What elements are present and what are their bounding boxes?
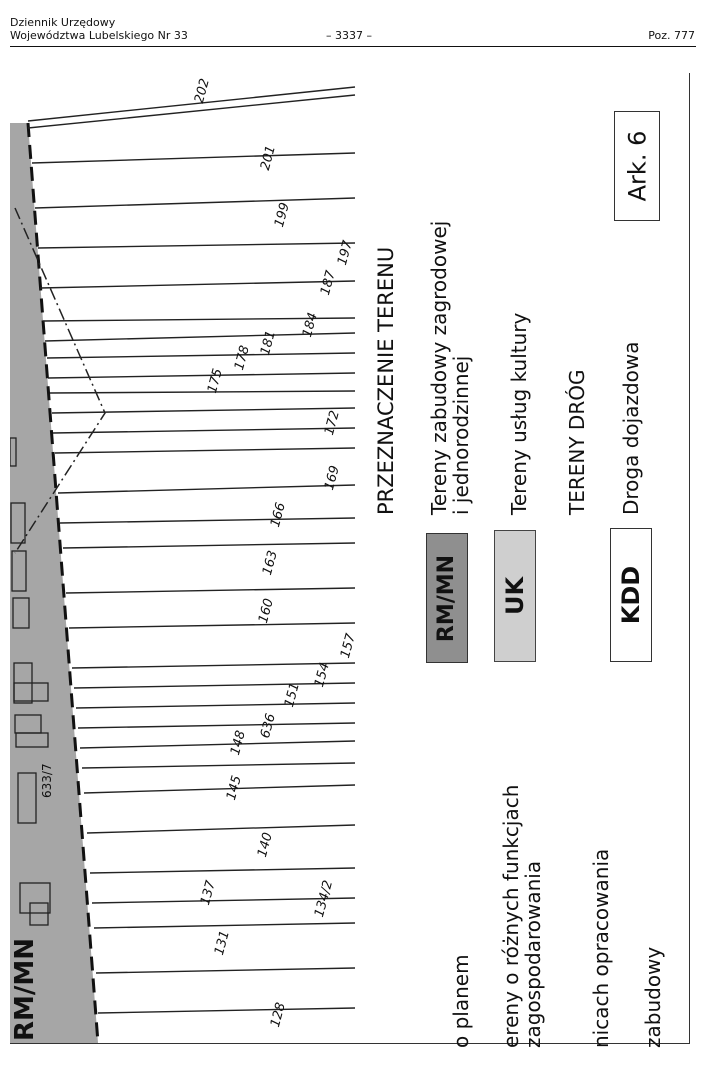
parcel-label: 140 [255, 831, 276, 859]
parcel-label: 202 [192, 77, 213, 105]
legend-uk-code: UK [501, 576, 529, 616]
sheet-number-box [614, 111, 660, 221]
legend-partial-item4: zabudowy [641, 946, 665, 1048]
parcel-label: 160 [256, 597, 277, 625]
rm-mn-zone [10, 123, 98, 1043]
legend-partial-item2-line2: zagospodarowania [521, 860, 545, 1048]
legend-partial-item2-line1: ereny o różnych funkcjach [499, 784, 523, 1048]
parcel-label: 157 [338, 632, 359, 660]
page-number: – 3337 – [326, 29, 372, 42]
legend-partial-item1: o planem [449, 954, 473, 1048]
parcel-label: 201 [258, 144, 279, 172]
journal-line-1: Dziennik Urzędowy [10, 16, 116, 29]
parcel-label: 163 [260, 549, 281, 577]
map-sheet [10, 73, 690, 1048]
legend-title: PRZEZNACZENIE TERENU [374, 246, 398, 515]
parcel-label: 145 [224, 774, 245, 802]
sheet-number-label: Ark. 6 [623, 130, 651, 202]
parcel-label: 636 [258, 712, 279, 740]
parcel-label: 197 [335, 239, 356, 267]
legend-rm-mn-code: RM/MN [434, 554, 460, 642]
journal-title [10, 16, 188, 42]
legend-kdd-code: KDD [617, 565, 646, 625]
zone-label-rm-mn: RM/MN [10, 937, 40, 1041]
legend-roads-title: TERENY DRÓG [565, 369, 589, 515]
parcel-label: 175 [205, 367, 226, 395]
parcel-label: 166 [268, 501, 289, 529]
parcel-label: 181 [258, 329, 279, 357]
road-parcel-label: 633/7 [40, 763, 54, 798]
legend-rm-mn-desc-line2: i jednorodzinnej [449, 355, 473, 515]
legend-partial-item2 [500, 785, 544, 1048]
legend-uk-swatch [494, 530, 536, 662]
legend-rm-mn-desc [428, 221, 472, 515]
legend-partial-item3: nicach opracowania [589, 848, 613, 1048]
header-divider [10, 46, 696, 47]
parcel-label: 131 [212, 929, 233, 957]
parcel-label: 134/2 [312, 878, 337, 919]
parcel-label: 128 [268, 1001, 289, 1029]
parcel-label: 169 [322, 464, 343, 492]
position-number: Poz. 777 [648, 29, 695, 42]
legend-rm-mn-swatch [426, 533, 468, 663]
parcel-label: 184 [300, 311, 321, 339]
journal-line-2: Województwa Lubelskiego Nr 33 [10, 29, 188, 42]
parcel-label: 172 [322, 409, 343, 437]
map-drawing [10, 73, 689, 1043]
parcel-label: 151 [282, 681, 303, 709]
parcel-label: 187 [318, 269, 339, 297]
legend-kdd-desc: Droga dojazdowa [619, 341, 643, 515]
legend-uk-desc: Tereny usług kultury [507, 312, 531, 515]
parcel-label: 137 [198, 879, 219, 907]
parcel-label: 178 [232, 344, 253, 372]
parcel-label: 199 [272, 201, 293, 229]
legend-kdd-swatch [610, 528, 652, 662]
parcel-label: 154 [312, 661, 333, 689]
legend-rm-mn-desc-line1: Tereny zabudowy zagrodowej [427, 220, 451, 515]
parcel-label: 148 [228, 729, 249, 757]
